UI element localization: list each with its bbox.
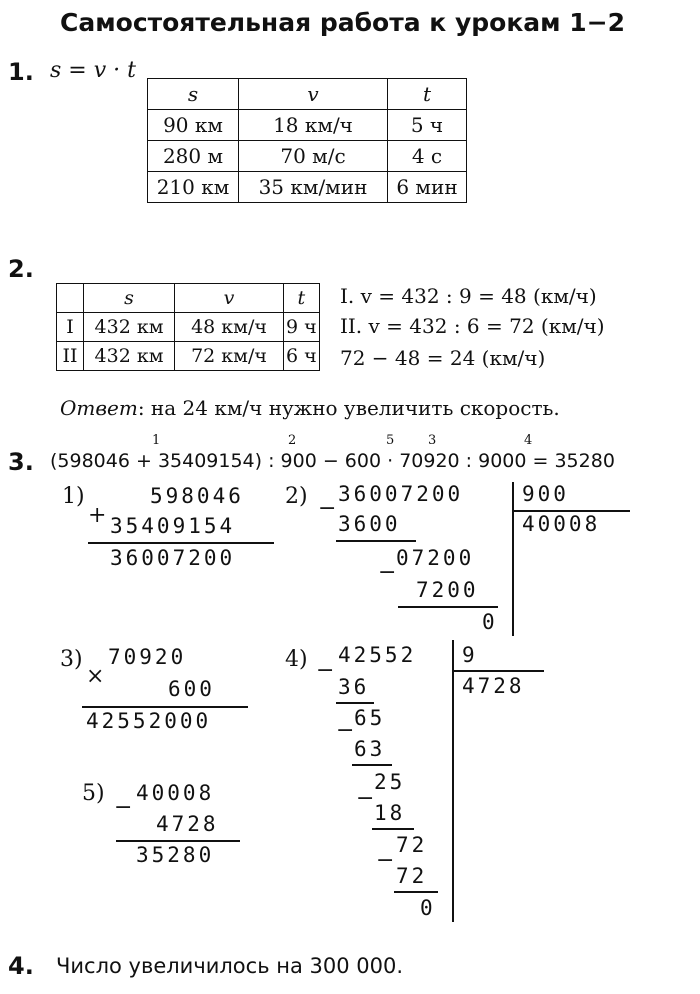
task4-text: Число увеличилось на 300 000. (56, 954, 404, 978)
division-bar (452, 640, 454, 922)
minus-sign: − (356, 786, 375, 811)
quotient: 4728 (462, 674, 525, 698)
partial-line: 07200 (396, 546, 475, 570)
task2-answer (60, 396, 560, 420)
order-mark: 2 (288, 433, 297, 448)
page-title: Самостоятельная работа к урокам 1−2 (60, 8, 626, 37)
subtrahend: 4728 (156, 812, 219, 836)
divisor: 9 (462, 643, 478, 667)
answer-text: : на 24 км/ч нужно увеличить скорость. (137, 396, 560, 420)
difference-line (116, 840, 240, 842)
partial-line: 18 (374, 801, 406, 825)
cell: 90 км (148, 110, 239, 141)
order-mark: 5 (386, 433, 395, 448)
minus-sign: − (378, 560, 397, 585)
minus-sign: − (336, 718, 355, 743)
minus-sign: − (376, 848, 395, 873)
minus-sign: − (316, 658, 335, 683)
partial-line: 7200 (416, 578, 479, 602)
sum-result: 36007200 (110, 546, 236, 570)
order-mark: 3 (428, 433, 437, 448)
quotient-line (452, 670, 544, 672)
sum-line (88, 542, 274, 544)
partial-line: 25 (374, 770, 406, 794)
product-result: 42552000 (86, 709, 212, 733)
cell: 18 км/ч (239, 110, 388, 141)
solution-line: II. v = 432 : 6 = 72 (км/ч) (340, 314, 605, 338)
cell: 9 ч (284, 313, 320, 342)
difference-result: 35280 (136, 843, 215, 867)
solution-line: I. v = 432 : 9 = 48 (км/ч) (340, 284, 597, 308)
task1-number: 1. (8, 58, 34, 86)
partial-line: 36 (338, 675, 370, 699)
step2-label: 2) (285, 484, 308, 509)
cell: 4 с (388, 141, 467, 172)
addend-b: 35409154 (110, 514, 236, 538)
minuend: 40008 (136, 781, 215, 805)
plus-sign: + (88, 503, 107, 528)
cell: 6 ч (284, 342, 320, 371)
task1-table (147, 78, 467, 203)
partial-line: 3600 (338, 512, 401, 536)
dividend: 36007200 (338, 482, 464, 506)
cell: 48 км/ч (175, 313, 284, 342)
header-v: v (175, 284, 284, 313)
partial-line: 72 (396, 864, 428, 888)
divisor: 900 (522, 482, 569, 506)
header-s: s (84, 284, 175, 313)
solution-line: 72 − 48 = 24 (км/ч) (340, 346, 546, 370)
cell: II (57, 342, 84, 371)
table-row (57, 313, 320, 342)
cell: 280 м (148, 141, 239, 172)
product-line (82, 706, 248, 708)
cell: 432 км (84, 313, 175, 342)
table-header-row (57, 284, 320, 313)
task2-table (56, 283, 320, 371)
factor-b: 600 (168, 677, 215, 701)
cell: 5 ч (388, 110, 467, 141)
partial-line: 0 (482, 610, 498, 634)
step4-label: 4) (285, 647, 308, 672)
cell: 72 км/ч (175, 342, 284, 371)
cell: 6 мин (388, 172, 467, 203)
task4-number: 4. (8, 952, 34, 980)
header-blank (57, 284, 84, 313)
table-row (148, 172, 467, 203)
partial-line: 65 (354, 706, 386, 730)
subtraction-line (394, 891, 438, 893)
task3-number: 3. (8, 448, 34, 476)
header-s: s (148, 79, 239, 110)
table-row (57, 342, 320, 371)
table-header-row (148, 79, 467, 110)
subtraction-line (398, 606, 498, 608)
header-t: t (388, 79, 467, 110)
times-sign: × (86, 664, 105, 689)
order-mark: 4 (524, 433, 533, 448)
subtraction-line (352, 764, 392, 766)
cell: 210 км (148, 172, 239, 203)
step1-label: 1) (62, 484, 85, 509)
task3-expression: (598046 + 35409154) : 900 − 600 · 70920 : 9000 = 35280 (50, 450, 615, 472)
factor-a: 70920 (108, 645, 187, 669)
order-mark: 1 (152, 433, 161, 448)
table-row (148, 110, 467, 141)
minus-sign: − (318, 496, 337, 521)
header-v: v (239, 79, 388, 110)
partial-line: 72 (396, 833, 428, 857)
quotient: 40008 (522, 512, 601, 536)
task2-number: 2. (8, 255, 34, 283)
header-t: t (284, 284, 320, 313)
partial-line: 63 (354, 737, 386, 761)
partial-line: 0 (420, 896, 436, 920)
minus-sign: − (114, 795, 133, 820)
answer-label: Ответ (60, 396, 138, 420)
addend-a: 598046 (150, 484, 244, 508)
step3-label: 3) (60, 647, 83, 672)
subtraction-line (372, 828, 414, 830)
subtraction-line (336, 540, 416, 542)
cell: 70 м/с (239, 141, 388, 172)
task1-formula: s = v · t (50, 58, 136, 83)
subtraction-line (336, 702, 374, 704)
step5-label: 5) (82, 781, 105, 806)
table-row (148, 141, 467, 172)
dividend: 42552 (338, 643, 417, 667)
cell: 35 км/мин (239, 172, 388, 203)
cell: I (57, 313, 84, 342)
division-bar (512, 482, 514, 636)
cell: 432 км (84, 342, 175, 371)
